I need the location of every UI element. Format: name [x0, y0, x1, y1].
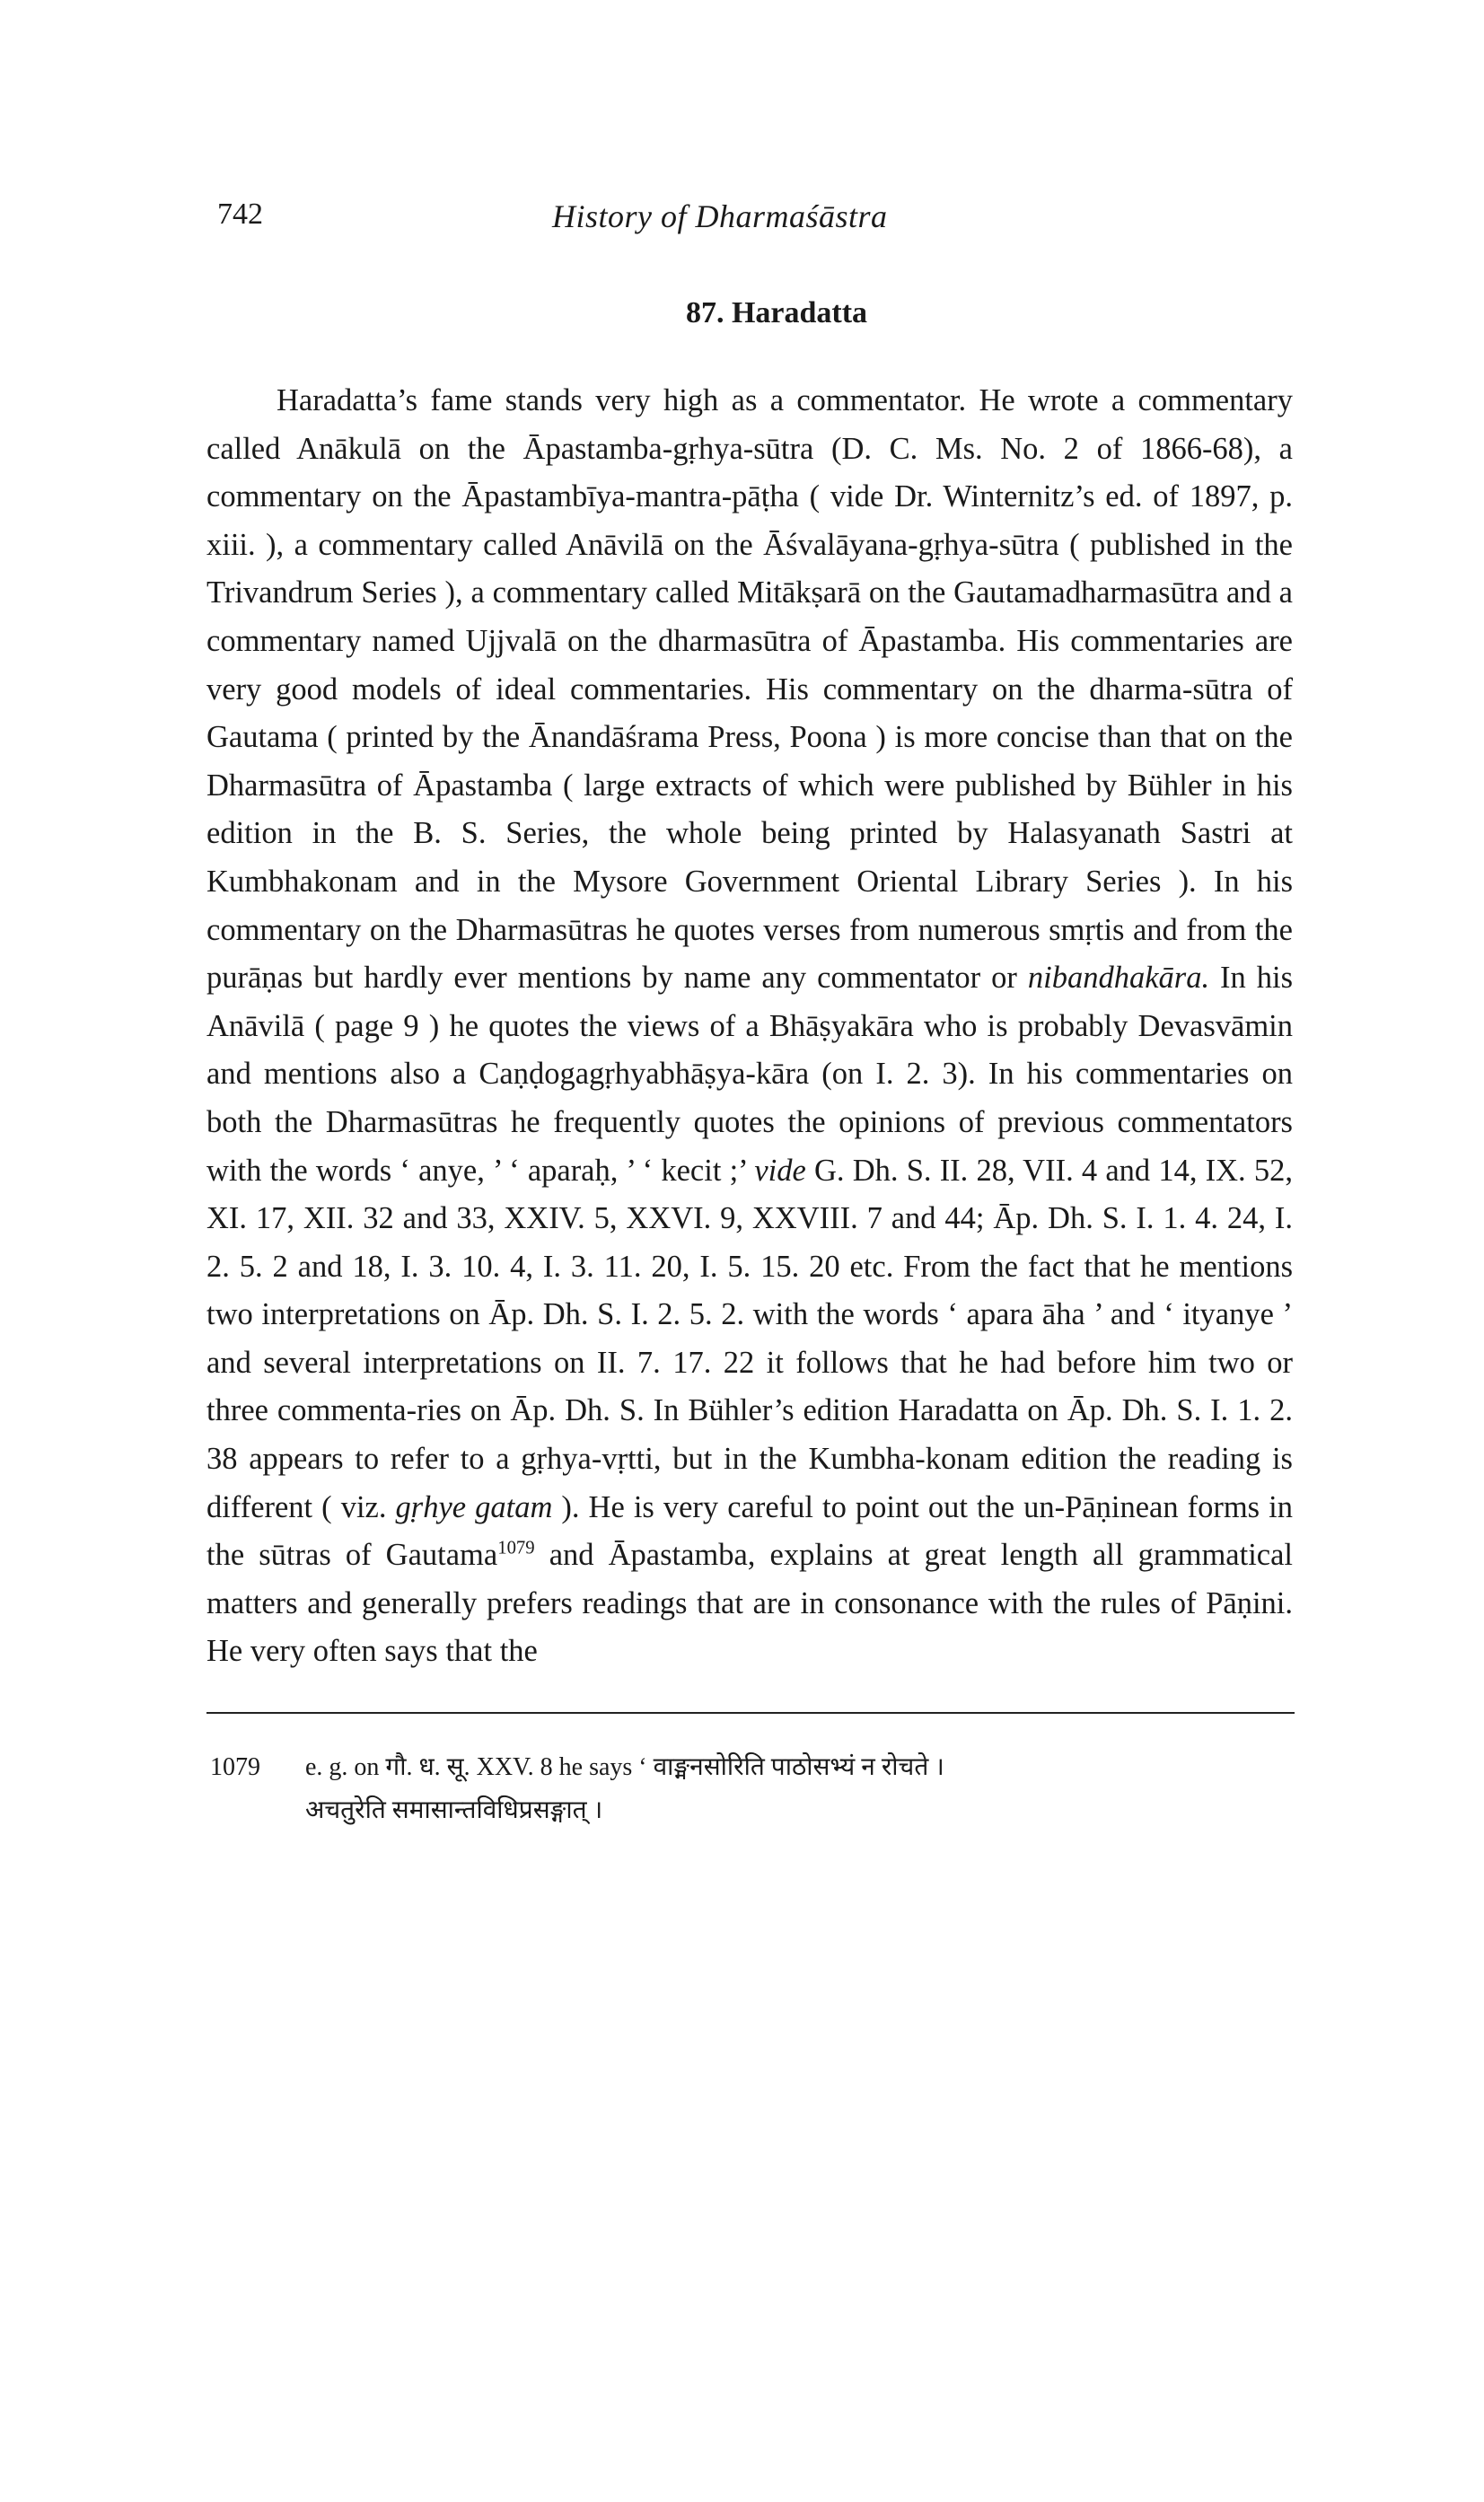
- italic-term: gṛhye gatam: [395, 1489, 553, 1524]
- footnote: [206, 1746, 1293, 1832]
- italic-term: vide: [754, 1153, 806, 1188]
- footnote-divider: [206, 1712, 1295, 1714]
- running-head: [206, 198, 1293, 251]
- footnote-line-2: अचतुरेति समासान्तविधिप्रसङ्गात् ।: [305, 1796, 603, 1825]
- text-run: ). He is very careful to point out the un-Pāṇinean forms in the sūtras of Gautama: [206, 1489, 1293, 1573]
- section-heading: 87. Haradatta: [685, 296, 868, 329]
- footnote-line-1: e. g. on गौ. ध. सू. XXV. 8 he says ‘ वाङ्मनसोरिति पाठोसभ्यं न रोचते ।: [305, 1753, 944, 1782]
- footnote-number: 1079: [210, 1753, 260, 1782]
- page-number: 742: [217, 198, 263, 231]
- paragraph: [206, 377, 1293, 1676]
- text-run: G. Dh. S. II. 28, VII. 4 and 14, IX. 52, XI. 17, XII. 32 and 33, XXIV. 5, XXVI. 9, XXVIII. 7 and 44; Āp. Dh. S. I. 1. 4. 24, I. 2. 5. 2 and 18, I. 3. 10. 4, I. 3. 11. 20, I. 5. 15. 20 etc. From the fact that he mentions two interpretations on Āp. Dh. S. I. 2. 5. 2. with the words ‘ apara āha ’ and ‘ ityanye ’ and several interpretations on II. 7. 17. 22 it follows that he had before him two or three commenta-ries on Āp. Dh. S. In Bühler’s edition Haradatta on Āp. Dh. S. I. 1. 2. 38 appears to refer to a gṛhya-vṛtti, but in the Kumbha-konam edition the reading is different ( viz.: [206, 1153, 1294, 1524]
- text-run: Haradatta’s fame stands very high as a commentator. He wrote a commentary called Anākulā on the Āpastamba-gṛhya-sūtra (D. C. Ms. No. 2 of 1866-68), a commentary on the Āpastambīya-mantra-pāṭha ( vide Dr. Winternitz’s ed. of 1897, p. xiii. ), a commentary called Anāvilā on the Āśvalāyana-gṛhya-sūtra ( published in the Trivandrum Series ), a commentary called Mitākṣarā on the Gautamadharmasūtra and a commentary named Ujjvalā on the dharmasūtra of Āpastamba. His commentaries are very good models of ideal commentaries. His commentary on the dharma-sūtra of Gautama ( printed by the Ānandāśrama Press, Poona ) is more concise than that on the Dharmasūtra of Āpastamba ( large extracts of which were published by Bühler in his edition in the B. S. Series, the whole being printed by Halasyanath Sastri at Kumbhakonam and in the Mysore Government Oriental Library Series ). In his commentary on the Dharmasūtras he quotes verses from numerous smṛtis and from the purāṇas but hardly ever mentions by name any commentator or: [206, 383, 1293, 996]
- footnote-reference[interactable]: 1079: [497, 1538, 535, 1558]
- book-page: [206, 198, 1293, 1832]
- italic-term: nibandhakāra.: [1027, 961, 1210, 996]
- text-run: and Āpastamba, explains at great length all grammatical matters and generally prefers readings that are in consonance with the rules of Pāṇini. He very often says that the: [206, 1538, 1294, 1669]
- running-title: History of Dharmaśāstra: [552, 198, 888, 234]
- text-run: In his Anāvilā ( page 9 ) he quotes the views of a Bhāṣyakāra who is probably Devasvāmin and mentions also a Caṇḍogagṛhyabhāṣya-kāra (on I. 2. 3). In his commentaries on both the Dharmasūtras he frequently quotes the opinions of previous commentators with the words ‘ anye, ’ ‘ aparaḥ, ’ ‘ kecit ;’: [206, 961, 1294, 1188]
- body-text: [206, 377, 1293, 1676]
